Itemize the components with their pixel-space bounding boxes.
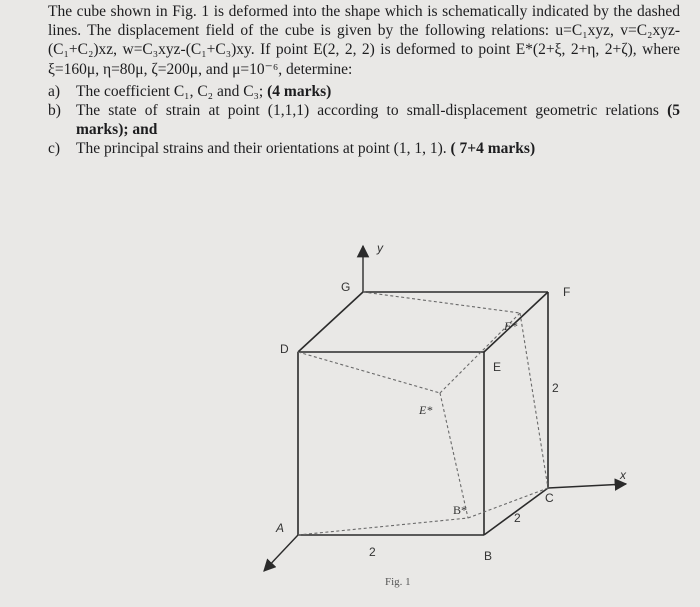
x-axis: [548, 484, 626, 488]
dashed-Bstar-C: [468, 488, 548, 518]
label-B-star: B*: [453, 503, 468, 517]
dashed-A-Bstar: [298, 518, 468, 535]
dimension-bottom-right: 2: [514, 511, 521, 525]
label-y-axis: y: [377, 241, 383, 255]
dashed-G-Fstar: [363, 292, 520, 313]
part-text: The state of strain at point (1,1,1) according to small-displacement geometric relations: [76, 102, 659, 120]
part-text: The principal strains and their orientations at point (1, 1, 1).: [76, 140, 447, 158]
dashed-Estar-Bstar: [440, 393, 468, 518]
label-F-star: F*: [504, 319, 518, 333]
dimension-right: 2: [552, 381, 559, 395]
part-marks: (5 marks); and: [76, 102, 680, 139]
part-marks: (4 marks): [267, 82, 332, 100]
problem-intro: The cube shown in Fig. 1 is deformed into the shape which is schematically indicated by the dashed lines. The displacement field of the cube is given by the following relations: u=C₁xyz, v=C₂xyz-(C₁+C₂)xz, w=C₃xyz-(C₁+C₃)xy. If point E(2, 2, 2) is deformed to point E*(2+ξ, 2+η, 2+ζ), where ξ=160μ, η=80μ, ζ=200μ, and μ=10⁻⁶, determine:: [48, 3, 680, 78]
part-marker: c): [48, 140, 61, 158]
label-D: D: [280, 342, 289, 356]
figure-caption: Fig. 1: [385, 576, 411, 588]
part-marks: ( 7+4 marks): [450, 140, 536, 158]
dashed-D-Estar: [298, 352, 440, 393]
label-A: A: [276, 521, 285, 535]
label-B: B: [484, 549, 493, 563]
label-F: F: [563, 285, 571, 299]
edge-G-D: [298, 292, 363, 352]
part-text: The coefficient C₁, C₂ and C₃;: [76, 82, 264, 100]
dimension-bottom: 2: [369, 545, 376, 559]
part-marker: a): [48, 82, 61, 100]
dashed-Fstar-C: [520, 313, 548, 488]
label-E-star: E*: [419, 403, 433, 417]
label-x-axis: x: [620, 468, 626, 482]
label-E: E: [493, 360, 502, 374]
part-marker: b): [48, 102, 61, 120]
label-G: G: [341, 280, 351, 294]
z-axis: [264, 535, 298, 571]
label-C: C: [545, 491, 554, 505]
